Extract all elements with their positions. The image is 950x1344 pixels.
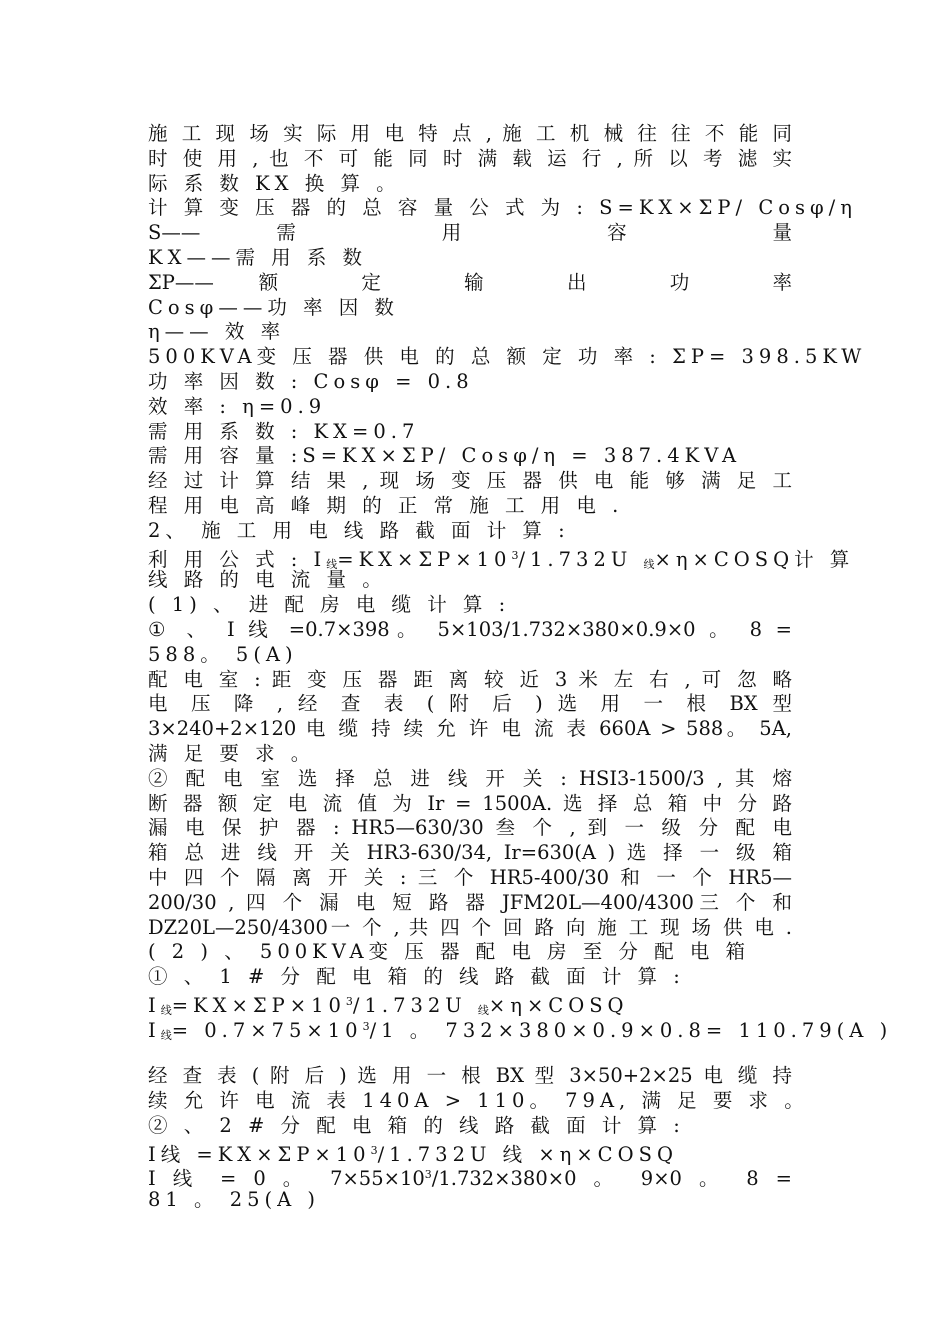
text-line: 200/30 , 四 个 漏 电 短 路 器 JFM20L—400/4300三 个 和 xyxy=(148,890,792,914)
formula-superscript: 3 xyxy=(370,1143,378,1157)
formula-text: /1 。 732×380×0.9×0.8= 110.79(A ) xyxy=(369,1018,893,1042)
text-block-capacity xyxy=(148,122,867,544)
formula-superscript: 3 xyxy=(424,1168,432,1182)
document-page xyxy=(148,122,893,1213)
text-line: ② 、 2 # 分 配 电 箱 的 线 路 截 面 计 算 : xyxy=(148,1113,685,1137)
formula-text: =KX×ΣP×10 xyxy=(337,547,512,571)
text-line: ① 、 1 # 分 配 电 箱 的 线 路 截 面 计 算 : xyxy=(148,965,685,989)
text-line: 中 四 个 隔 离 开 关 : 三 个 HR5-400/30 和 一 个 HR5— xyxy=(148,865,792,889)
formula-superscript: 3 xyxy=(511,548,519,562)
text-line: 施 工 现 场 实 际 用 电 特 点 , 施 工 机 械 往 往 不 能 同 xyxy=(148,122,792,145)
text-line: 588。 5(A) xyxy=(148,642,298,666)
text-line: 程 用 电 高 峰 期 的 正 常 施 工 用 电 . xyxy=(148,493,624,517)
blank-line xyxy=(148,1039,792,1064)
formula-text: I 线 = 0 。 7×55×10 xyxy=(148,1167,425,1191)
formula-text: /1.732U 线 ×η×COSQ xyxy=(377,1142,678,1166)
text-line: 箱 总 进 线 开 关 HR3-630/34, Ir=630(A ) 选 择 一 级 箱 xyxy=(148,841,792,865)
text-line: ( 2 ) 、 500KVA变 压 器 配 电 房 至 分 配 电 箱 xyxy=(148,940,751,964)
text-line: KX——需 用 系 数 xyxy=(148,245,368,269)
formula-text: /1.732×380×0 。 9×0 。 8 = xyxy=(431,1167,792,1191)
text-line: ② 配 电 室 选 择 总 进 线 开 关 : HSI3-1500/3 , 其 熔 xyxy=(148,766,792,790)
text-line: 需 用 容 量 :S=KX×ΣP/ Cosφ/η = 387.4KVA xyxy=(148,444,742,468)
text-line: 计 算 变 压 器 的 总 容 量 公 式 为 : S=KX×ΣP/ Cosφ/η xyxy=(148,196,857,220)
text-line: 续 允 许 电 流 表 140A > 110。 79A, 满 足 要 求 。 xyxy=(148,1089,809,1113)
text-line: 经 过 计 算 结 果 , 现 场 变 压 器 供 电 能 够 满 足 工 xyxy=(148,469,792,493)
text-line: 断 器 额 定 电 流 值 为 Ir = 1500A. 选 择 总 箱 中 分 路 xyxy=(148,791,792,815)
text-block-end xyxy=(148,1188,792,1213)
formula-superscript: 3 xyxy=(362,1019,370,1033)
formula-text: ×η×COSQ xyxy=(488,993,629,1017)
formula-line-current xyxy=(148,544,855,571)
text-line: 际 系 数 KX 换 算 。 xyxy=(148,171,401,195)
formula-line-1-box xyxy=(148,990,792,1015)
formula-text: I xyxy=(148,993,161,1017)
text-line: 满 足 要 求 。 xyxy=(148,741,316,765)
text-line: 功 率 因 数 : Cosφ = 0.8 xyxy=(148,369,474,393)
text-block-check xyxy=(148,1064,809,1138)
formula-superscript: 3 xyxy=(345,994,353,1008)
text-line: 500KVA变 压 器 供 电 的 总 额 定 功 率 : ΣP= 398.5KW xyxy=(148,345,867,369)
formula-text: I线 =KX×ΣP×10 xyxy=(148,1142,371,1166)
text-line: 配 电 室 : 距 变 压 器 距 离 较 近 3 米 左 右 , 可 忽 略 xyxy=(148,667,792,691)
text-line: DZ20L—250/4300一 个 , 共 四 个 回 路 向 施 工 现 场 供 电 . xyxy=(148,915,792,939)
formula-subscript: 线 xyxy=(160,1003,172,1017)
formula-text: I xyxy=(148,1018,161,1042)
formula-text: ×η×COSQ计 算 xyxy=(654,547,855,571)
formula-text: 利 用 公 式 : I xyxy=(148,547,327,571)
formula-subscript: 线 xyxy=(643,557,655,571)
text-line: Cosφ——功 率 因 数 xyxy=(148,295,399,319)
formula-text: /1.732U xyxy=(352,993,478,1017)
formula-line-1-result xyxy=(148,1015,893,1042)
formula-line-2-result xyxy=(148,1163,792,1191)
formula-text: =KX×ΣP×10 xyxy=(171,993,346,1017)
text-line: η—— 效 率 xyxy=(148,320,286,344)
formula-text: /1.732U xyxy=(518,547,644,571)
formula-line-2-box xyxy=(148,1139,792,1164)
text-block-cable xyxy=(148,568,792,990)
text-line: 时 使 用 , 也 不 可 能 同 时 满 载 运 行 , 所 以 考 滤 实 xyxy=(148,146,792,170)
text-line: 经 查 表 ( 附 后 ) 选 用 一 根 BX 型 3×50+2×25 电 缆 持 xyxy=(148,1064,792,1088)
text-line: S—— 需 用 容 量 xyxy=(148,221,792,245)
text-line: 3×240+2×120 电 缆 持 续 允 许 电 流 表 660A > 588。 5A, xyxy=(148,717,792,741)
text-line: 线 路 的 电 流 量 。 xyxy=(148,568,387,592)
text-line: ΣP—— 额 定 输 出 功 率 xyxy=(148,270,792,294)
formula-subscript: 线 xyxy=(326,557,338,571)
text-line: 漏 电 保 护 器 : HR5—630/30 叁 个 , 到 一 级 分 配 电 xyxy=(148,816,792,840)
text-line: 需 用 系 数 : KX=0.7 xyxy=(148,419,420,443)
text-line: ( 1) 、 进 配 房 电 缆 计 算 : xyxy=(148,593,511,617)
formula-subscript: 线 xyxy=(160,1028,172,1042)
text-line: 电 压 降 , 经 查 表 ( 附 后 ) 选 用 一 根 BX 型 xyxy=(148,692,792,716)
text-line: 效 率 : η=0.9 xyxy=(148,394,327,418)
text-line: ① 、 I 线 =0.7×398。 5×103/1.732×380×0.9×0 。 8 = xyxy=(148,617,792,641)
formula-text: = 0.7×75×10 xyxy=(171,1018,363,1042)
formula-subscript: 线 xyxy=(477,1003,489,1017)
text-line: 81 。 25(A ) xyxy=(148,1188,321,1212)
text-line: 2、 施 工 用 电 线 路 截 面 计 算 : xyxy=(148,518,570,542)
